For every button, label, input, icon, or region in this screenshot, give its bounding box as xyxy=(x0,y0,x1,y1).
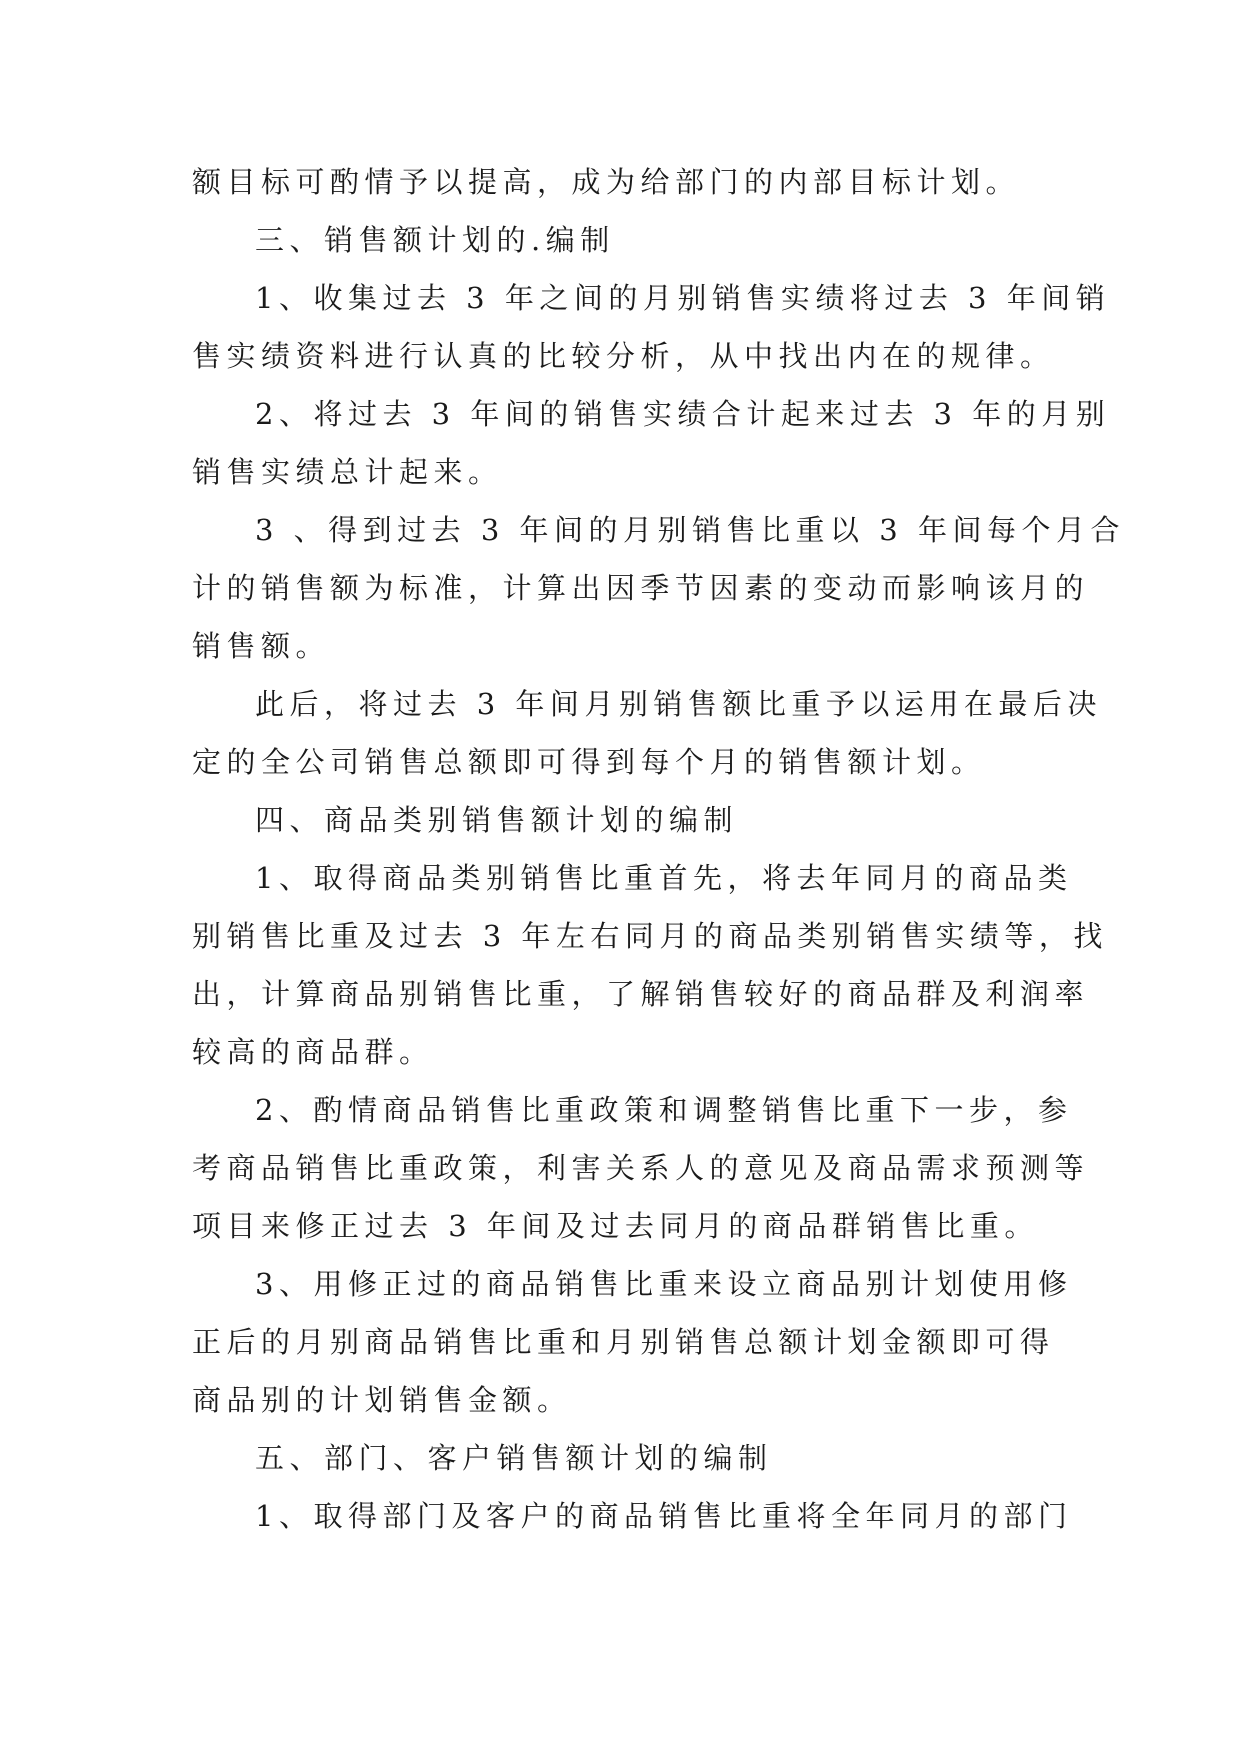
paragraph-line: 3 、得到过去 3 年间的月别销售比重以 3 年间每个月合 xyxy=(255,513,1125,547)
paragraph-line: 计的销售额为标准，计算出因季节因素的变动而影响该月的 xyxy=(192,571,1090,605)
paragraph-line: 1、收集过去 3 年之间的月别销售实绩将过去 3 年间销 xyxy=(255,281,1111,315)
section-heading: 四、商品类别销售额计划的编制 xyxy=(255,803,739,837)
paragraph-line: 额目标可酌情予以提高，成为给部门的内部目标计划。 xyxy=(192,165,1021,199)
paragraph-line: 3、用修正过的商品销售比重来设立商品别计划使用修 xyxy=(255,1267,1073,1301)
paragraph-line: 此后，将过去 3 年间月别销售额比重予以运用在最后决 xyxy=(255,687,1102,721)
section-heading: 五、部门、客户销售额计划的编制 xyxy=(255,1441,773,1475)
paragraph-line: 商品别的计划销售金额。 xyxy=(192,1383,572,1417)
paragraph-line: 较高的商品群。 xyxy=(192,1035,434,1069)
paragraph-line: 2、将过去 3 年间的销售实绩合计起来过去 3 年的月别 xyxy=(255,397,1111,431)
paragraph-line: 考商品销售比重政策，利害关系人的意见及商品需求预测等 xyxy=(192,1151,1090,1185)
paragraph-line: 项目来修正过去 3 年间及过去同月的商品群销售比重。 xyxy=(192,1209,1039,1243)
paragraph-line: 销售实绩总计起来。 xyxy=(192,455,503,489)
paragraph-line: 售实绩资料进行认真的比较分析，从中找出内在的规律。 xyxy=(192,339,1055,373)
paragraph-line: 1、取得商品类别销售比重首先，将去年同月的商品类 xyxy=(255,861,1073,895)
paragraph-line: 定的全公司销售总额即可得到每个月的销售额计划。 xyxy=(192,745,986,779)
paragraph-line: 销售额。 xyxy=(192,629,331,663)
paragraph-line: 正后的月别商品销售比重和月别销售总额计划金额即可得 xyxy=(192,1325,1055,1359)
section-heading: 三、销售额计划的.编制 xyxy=(255,223,615,257)
paragraph-line: 1、取得部门及客户的商品销售比重将全年同月的部门 xyxy=(255,1499,1073,1533)
paragraph-line: 2、酌情商品销售比重政策和调整销售比重下一步，参 xyxy=(255,1093,1073,1127)
paragraph-line: 出，计算商品别销售比重，了解销售较好的商品群及利润率 xyxy=(192,977,1090,1011)
paragraph-line: 别销售比重及过去 3 年左右同月的商品类别销售实绩等，找 xyxy=(192,919,1108,953)
